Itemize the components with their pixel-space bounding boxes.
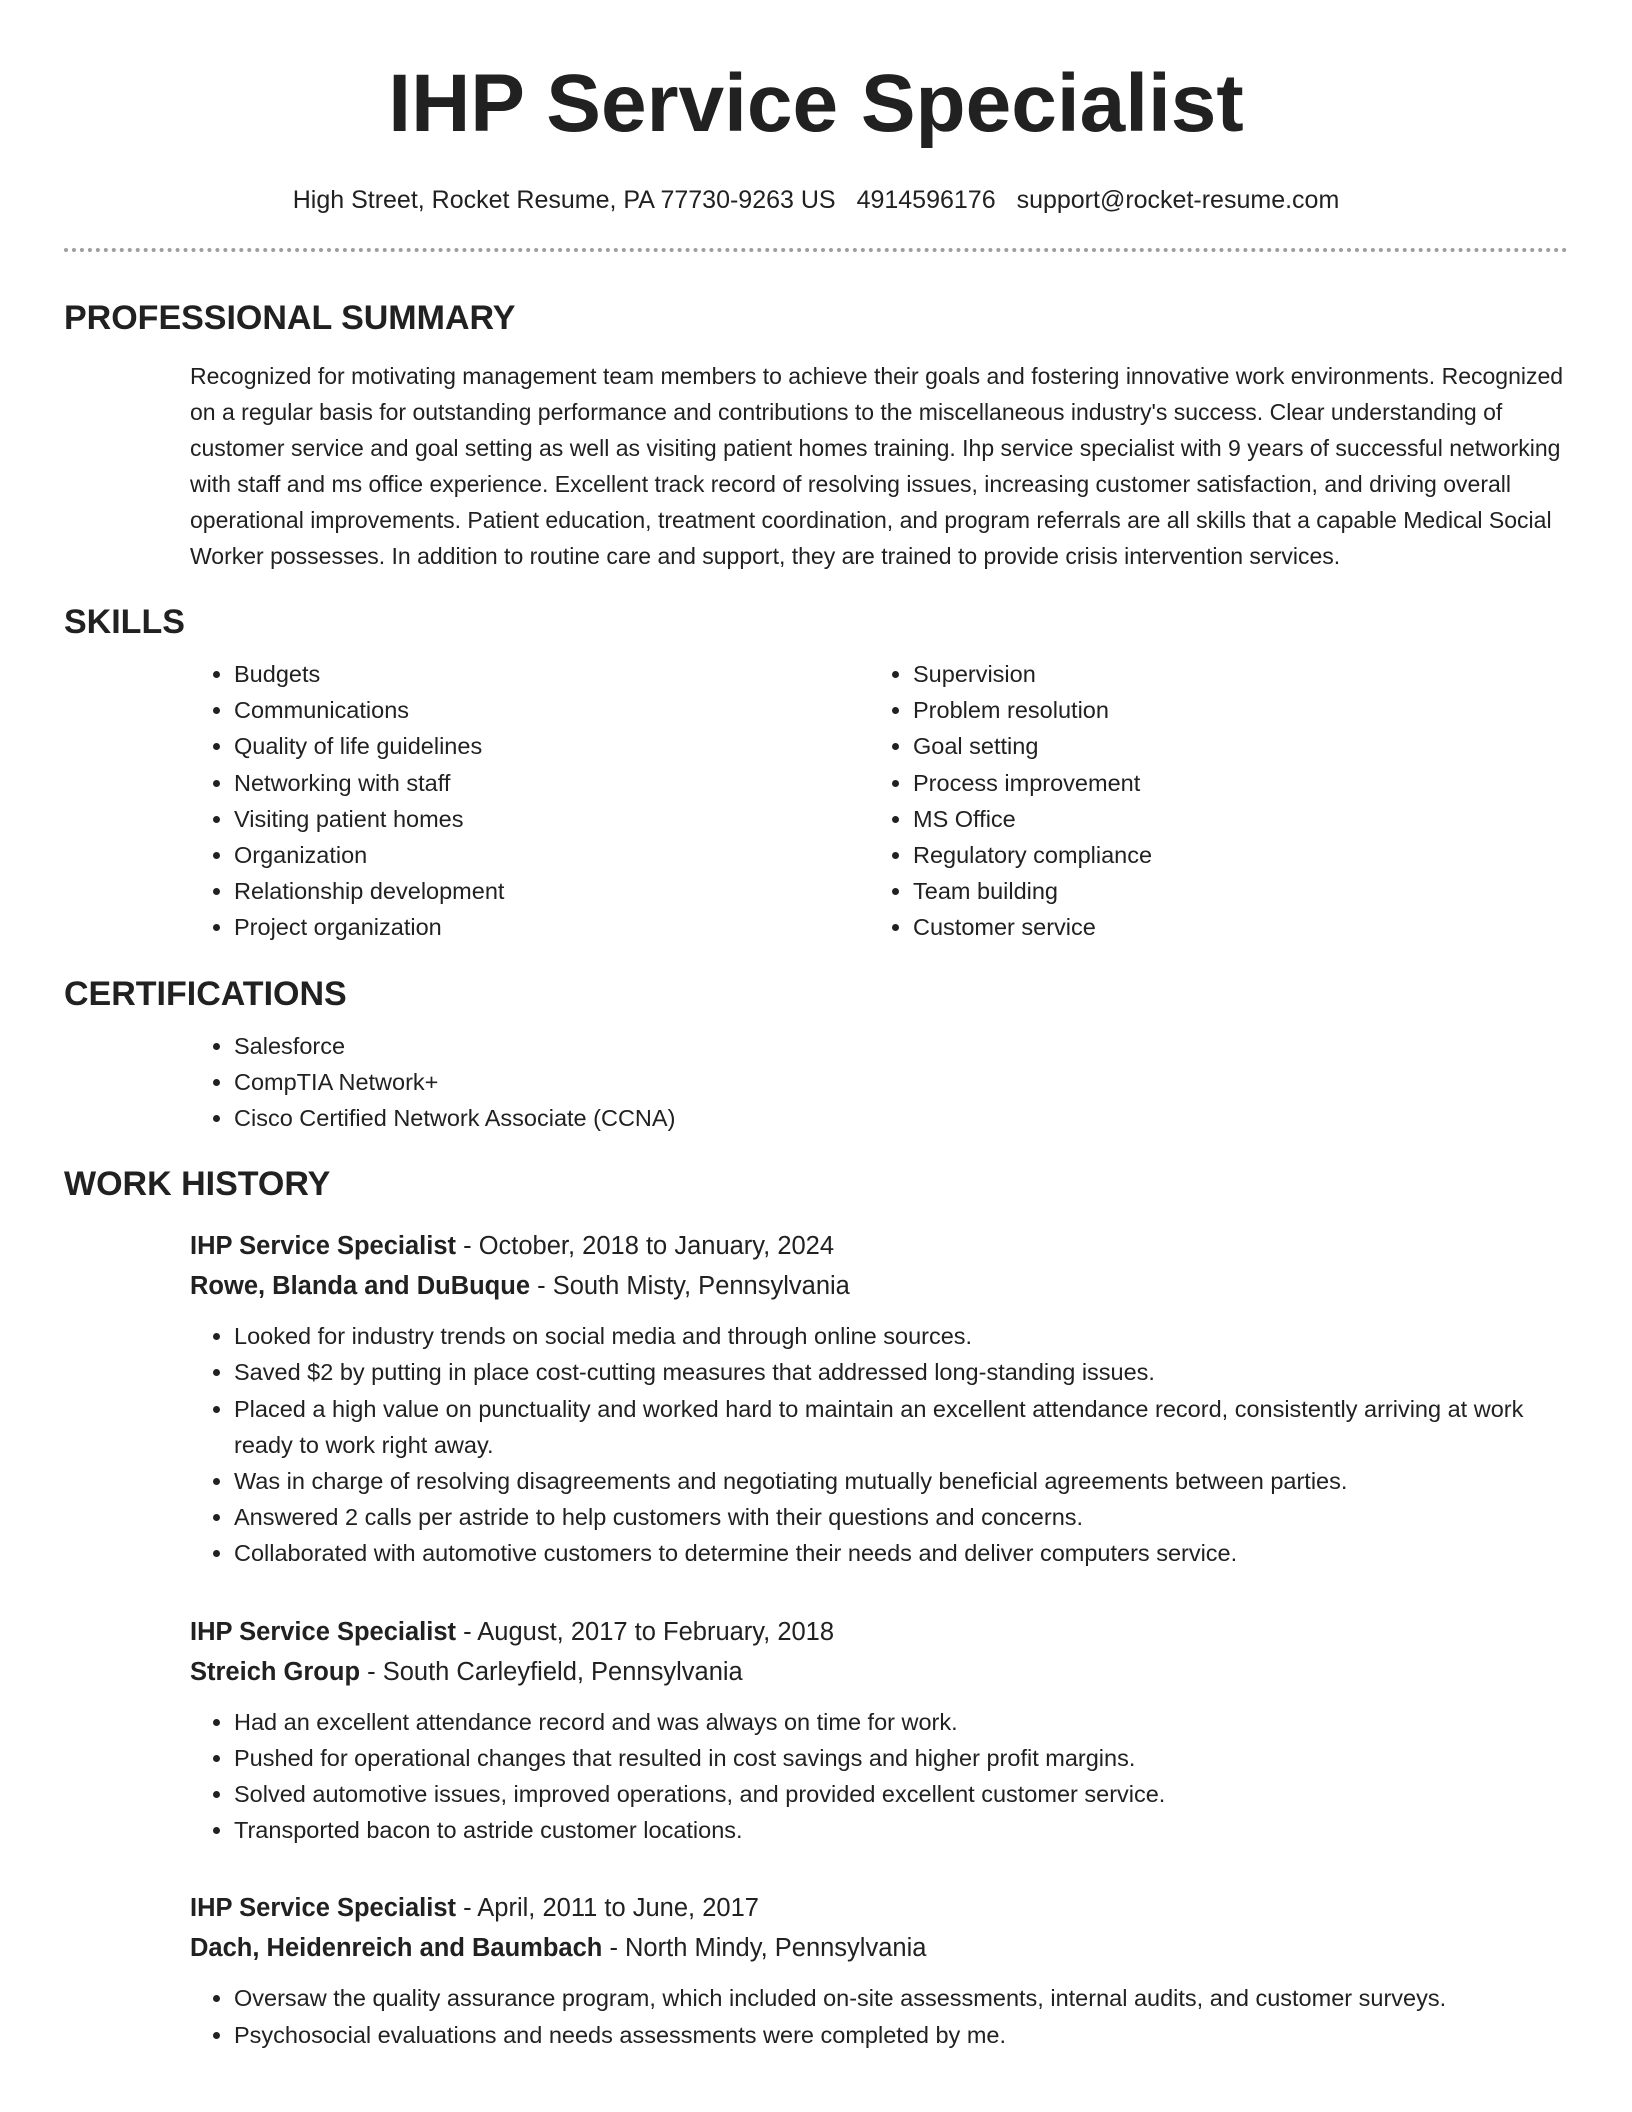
job-title-line [190, 1226, 1568, 1266]
skill-item: • Project organization [234, 909, 869, 945]
skills-list-right [869, 656, 1568, 946]
certification-item: • Cisco Certified Network Associate (CCNA) [234, 1100, 1568, 1136]
skill-item: • Process improvement [913, 765, 1568, 801]
job-location: - South Carleyfield, Pennsylvania [360, 1657, 743, 1686]
skills-title: SKILLS [64, 603, 185, 641]
skills-grid [190, 656, 1568, 946]
job-location: - North Mindy, Pennsylvania [602, 1934, 927, 1963]
job-entry [190, 1612, 1568, 1849]
skill-item: • Customer service [913, 909, 1568, 945]
job-company-line [190, 1928, 1568, 1968]
job-role: IHP Service Specialist [190, 1617, 457, 1646]
job-company-line [190, 1652, 1568, 1692]
job-dates: - October, 2018 to January, 2024 [456, 1232, 835, 1261]
skill-item: • Supervision [913, 656, 1568, 692]
skills-list-left [190, 656, 869, 946]
contact-address: High Street, Rocket Resume, PA 77730-9263 US [292, 186, 836, 214]
skill-item: • Goal setting [913, 728, 1568, 764]
job-bullet: • Looked for industry trends on social media and through online sources. [234, 1318, 1568, 1354]
summary-text: Recognized for motivating management team members to achieve their goals and fostering innovative work environments. Recognized on a regular basis for outstanding performance and contributions to the miscellaneous industry's success. Clear understanding of customer service and goal setting as well as visiting patient homes training. Ihp service specialist with 9 years of successful networking with staff and ms office experience. Excellent track record of resolving issues, increasing customer satisfaction, and driving overall operational improvements. Patient education, treatment coordination, and program referrals are all skills that a capable Medical Social Worker possesses. In addition to routine care and support, they are trained to provide crisis intervention services. [190, 363, 1564, 569]
job-company-line [190, 1266, 1568, 1306]
work-history-title: WORK HISTORY [64, 1165, 331, 1204]
job-bullet: • Oversaw the quality assurance program, which included on-site assessments, internal audits, and customer surveys. [234, 1980, 1568, 2016]
skill-item: • Team building [913, 873, 1568, 909]
skill-item: • Communications [234, 692, 869, 728]
job-bullets [190, 1704, 1568, 1849]
job-entry [190, 1226, 1568, 1571]
contact-email: support@rocket-resume.com [1016, 186, 1340, 214]
job-company: Dach, Heidenreich and Baumbach [190, 1934, 603, 1963]
skill-item: • MS Office [913, 801, 1568, 837]
summary-section [64, 298, 1568, 574]
job-bullet: • Transported bacon to astride customer locations. [234, 1812, 1568, 1848]
job-role: IHP Service Specialist [190, 1232, 457, 1261]
summary-title: PROFESSIONAL SUMMARY [64, 299, 516, 337]
job-title-line [190, 1888, 1568, 1928]
job-dates: - April, 2011 to June, 2017 [456, 1894, 759, 1923]
job-company: Rowe, Blanda and DuBuque [190, 1272, 531, 1301]
job-title-line [190, 1612, 1568, 1652]
certifications-title: CERTIFICATIONS [64, 974, 347, 1013]
job-bullet: • Answered 2 calls per astride to help customers with their questions and concerns. [234, 1499, 1568, 1535]
job-bullet: • Placed a high value on punctuality and worked hard to maintain an excellent attendance record, consistently arriving at work ready to work right away. [234, 1391, 1568, 1463]
job-dates: - August, 2017 to February, 2018 [456, 1617, 835, 1646]
skill-item: • Relationship development [234, 873, 869, 909]
job-bullet: • Pushed for operational changes that resulted in cost savings and higher profit margins. [234, 1740, 1568, 1776]
skill-item: • Budgets [234, 656, 869, 692]
job-bullet: • Had an excellent attendance record and was always on time for work. [234, 1704, 1568, 1740]
job-location: - South Misty, Pennsylvania [530, 1272, 850, 1301]
job-bullet: • Collaborated with automotive customers to determine their needs and deliver computers service. [234, 1535, 1568, 1571]
skill-item: • Organization [234, 837, 869, 873]
job-bullet: • Solved automotive issues, improved operations, and provided excellent customer service. [234, 1776, 1568, 1812]
header-divider [64, 248, 1568, 252]
certification-item: • Salesforce [234, 1028, 1568, 1064]
certification-item: • CompTIA Network+ [234, 1064, 1568, 1100]
job-company: Streich Group [190, 1657, 361, 1686]
resume-name: IHP Service Specialist [388, 58, 1244, 149]
job-role: IHP Service Specialist [190, 1894, 457, 1923]
job-bullets [190, 1318, 1568, 1571]
work-history-section [64, 1164, 1568, 2053]
job-bullet: • Psychosocial evaluations and needs assessments were completed by me. [234, 2017, 1568, 2053]
contact-line [64, 184, 1568, 216]
job-bullets [190, 1980, 1568, 2052]
skill-item: • Networking with staff [234, 765, 869, 801]
job-bullet: • Saved $2 by putting in place cost-cutting measures that addressed long-standing issues. [234, 1354, 1568, 1390]
skill-item: • Visiting patient homes [234, 801, 869, 837]
skill-item: • Quality of life guidelines [234, 728, 869, 764]
contact-phone: 4914596176 [856, 186, 996, 214]
skill-item: • Regulatory compliance [913, 837, 1568, 873]
certifications-list [190, 1028, 1568, 1137]
skills-section [64, 602, 1568, 946]
job-bullet: • Was in charge of resolving disagreements and negotiating mutually beneficial agreements between parties. [234, 1463, 1568, 1499]
certifications-section [64, 974, 1568, 1137]
skill-item: • Problem resolution [913, 692, 1568, 728]
job-entry [190, 1888, 1568, 2052]
